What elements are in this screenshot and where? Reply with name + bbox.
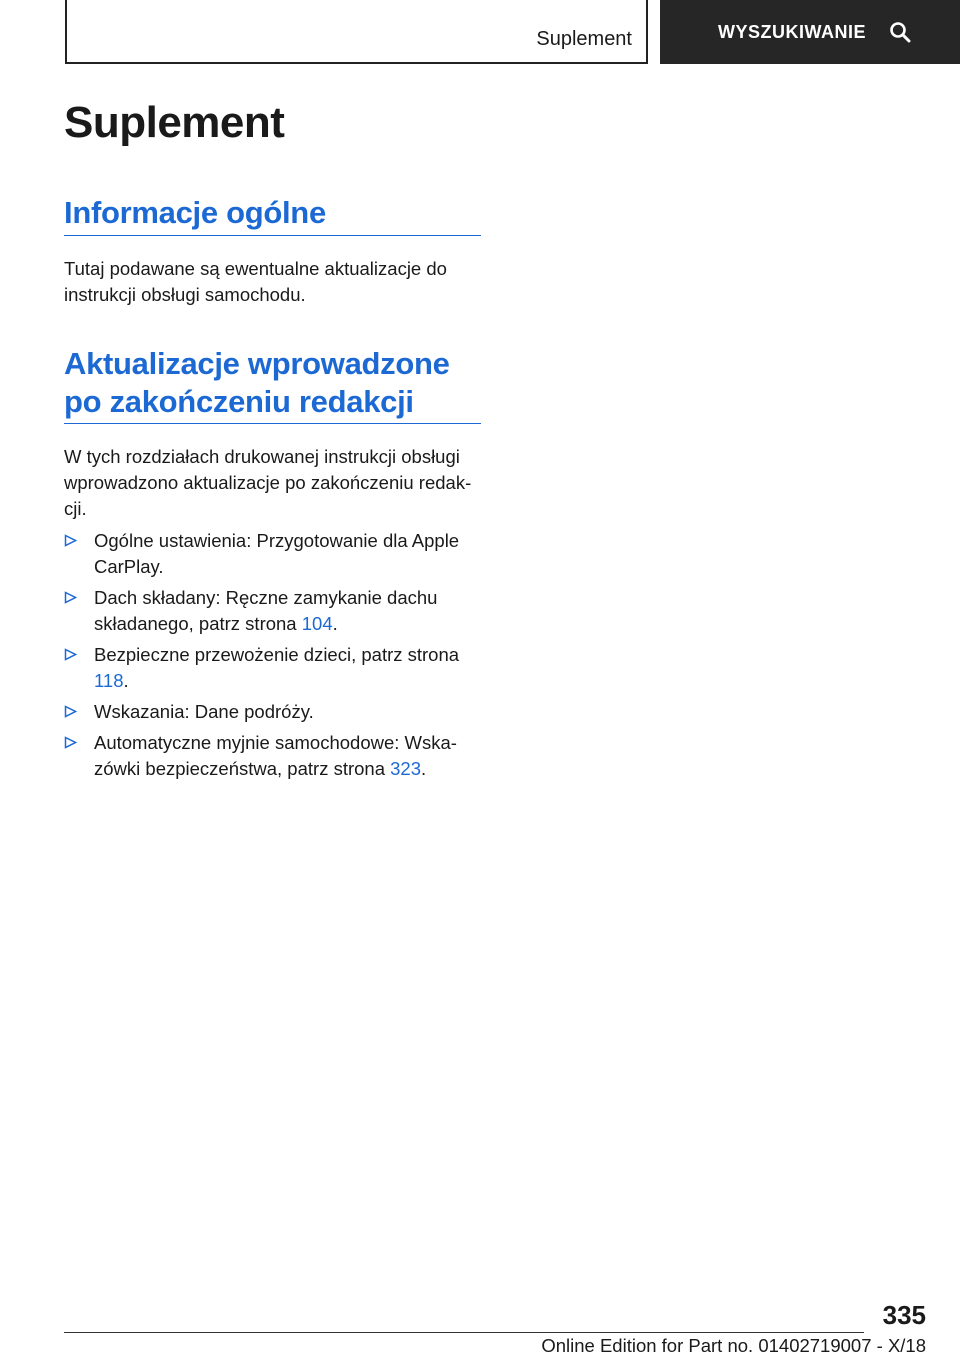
section-heading-general: Informacje ogólne bbox=[64, 195, 326, 230]
triangle-bullet-icon bbox=[64, 534, 77, 547]
triangle-bullet-icon bbox=[64, 705, 77, 718]
footer-edition: Online Edition for Part no. 01402719007 - X/18 bbox=[537, 1335, 926, 1357]
list-item-text: Bezpieczne przewożenie dzieci, patrz strona bbox=[94, 644, 460, 665]
triangle-bullet-icon bbox=[64, 648, 77, 661]
header-section-label: Suplement bbox=[536, 28, 632, 50]
search-button[interactable] bbox=[660, 0, 960, 64]
list-item-text: Dach składany: Ręczne zamykanie dachu składanego, patrz strona bbox=[94, 587, 438, 634]
triangle-bullet-icon bbox=[64, 736, 77, 749]
section-divider bbox=[64, 235, 481, 236]
list-item bbox=[64, 730, 482, 782]
section-paragraph-general: Tutaj podawane są ewentualne aktualizacje do instrukcji obsługi samochodu. bbox=[64, 258, 447, 305]
updates-list bbox=[64, 528, 482, 787]
page-number: 335 bbox=[882, 1300, 926, 1330]
list-item-suffix: . bbox=[332, 613, 338, 634]
section-divider bbox=[64, 423, 481, 424]
list-item bbox=[64, 528, 482, 580]
list-item bbox=[64, 585, 482, 637]
list-item bbox=[64, 642, 482, 694]
list-item bbox=[64, 699, 482, 725]
page-link[interactable]: 104 bbox=[301, 613, 333, 634]
section-heading-updates bbox=[64, 345, 450, 421]
magnifier-icon bbox=[888, 20, 912, 44]
header-section-box bbox=[65, 0, 648, 64]
heading-line: po zakończeniu redakcji bbox=[64, 384, 414, 419]
heading-line: Aktualizacje wprowadzone bbox=[64, 346, 450, 381]
list-item-text: Automatyczne myjnie samochodowe: Wska‐zówki bezpieczeństwa, patrz strona bbox=[94, 732, 457, 779]
page-link[interactable]: 323 bbox=[390, 758, 422, 779]
page-link[interactable]: 118 bbox=[94, 670, 124, 691]
page-title: Suplement bbox=[64, 98, 285, 147]
section-paragraph-updates: W tych rozdziałach drukowanej instrukcji obsługi wprowadzono aktualizacje po zakończeniu redak‐cji. bbox=[64, 446, 472, 519]
list-item-text: Wskazania: Dane podróży. bbox=[94, 701, 314, 722]
footer-divider bbox=[64, 1332, 864, 1333]
list-item-suffix: . bbox=[123, 670, 129, 691]
triangle-bullet-icon bbox=[64, 591, 77, 604]
list-item-suffix: . bbox=[421, 758, 427, 779]
search-button-label: WYSZUKIWANIE bbox=[718, 21, 866, 42]
list-item-text: Ogólne ustawienia: Przygotowanie dla Apple CarPlay. bbox=[94, 530, 460, 577]
